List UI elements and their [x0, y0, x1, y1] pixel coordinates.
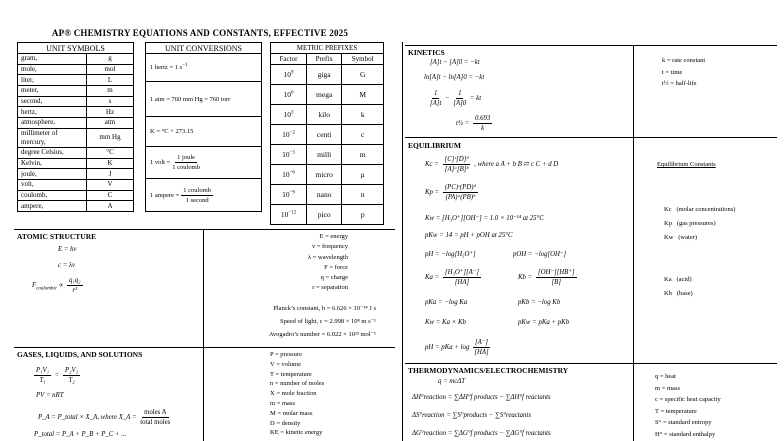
unit-symbol: L — [87, 75, 134, 86]
unit-name: atmosphere, — [18, 118, 87, 129]
prefix-symbol: n — [342, 185, 384, 205]
prefix-name: centi — [306, 125, 341, 145]
unit-conversions-header: UNIT CONVERSIONS — [146, 43, 262, 54]
gases-eq-combined: $\frac{\text{P₁V₁}}{\text{T₁}}$ = $\frac{\text{P₂V₂}}{\text{T₂}}$ — [36, 367, 79, 384]
unit-name: volt, — [18, 179, 87, 190]
atomic-eq-coulomb: $F_{coulombic}$ ∝ $\frac{\text{q₁q₂}}{\text{r²}}$ — [32, 277, 81, 294]
unit-symbol: s — [87, 96, 134, 107]
unit-symbol-row — [18, 54, 134, 65]
equilibrium-poh: pOH = −log[OH⁻] — [513, 251, 567, 258]
unit-name: liter, — [18, 75, 87, 86]
metric-prefixes-table — [270, 42, 384, 225]
divider — [405, 363, 777, 364]
unit-symbols-table — [17, 42, 134, 212]
unit-symbol-row — [18, 179, 134, 190]
metric-prefix-row — [271, 185, 384, 205]
divider — [14, 229, 395, 230]
gases-definitions: P = pressure V = volume T = temperature n = number of moles X = mole fraction m = mass M = molar mass D = density KE = kinetic energy — [270, 351, 325, 437]
gases-eq-ideal: PV = nRT — [36, 392, 64, 399]
equilibrium-constants-header: Equilibrium Constants — [657, 161, 716, 168]
divider — [14, 347, 395, 348]
unit-symbol: m — [87, 86, 134, 97]
thermo-eq-enthalpy: ΔH°reaction = ∑ΔH°f products − ∑ΔH°f reactants — [412, 394, 551, 401]
unit-name: coulomb, — [18, 190, 87, 201]
prefix-factor: $10^6$ — [271, 85, 307, 105]
conv-kelvin: K = °C + 273.15 — [146, 117, 262, 147]
metric-prefixes-header: METRIC PREFIXES — [271, 43, 384, 54]
page-title: AP® CHEMISTRY EQUATIONS AND CONSTANTS, EFFECTIVE 2025 — [51, 28, 349, 38]
kinetics-eq-second: $\frac{1}{[A]t}$ − $\frac{1}{[A]0}$ = kt — [430, 90, 482, 107]
divider — [405, 137, 777, 138]
equilibrium-ph: pH = −log[H₃O⁺] — [425, 251, 476, 258]
conv-hertz: 1 hertz = 1 $s^{-1}$ — [146, 54, 262, 82]
unit-name: meter, — [18, 86, 87, 97]
equilibrium-kw-product: Kw = Ka × Kb — [425, 319, 466, 326]
thermo-header: THERMODYNAMICS/ELECTROCHEMISTRY — [408, 366, 569, 375]
gases-eq-dalton: P_A = P_total × X_A, where X_A = $\frac{\text{moles A}}{\text{total moles}}$ — [38, 409, 171, 426]
prefix-symbol: p — [342, 205, 384, 225]
unit-name: gram, — [18, 54, 87, 65]
kinetics-eq-halflife: t½ = $\frac{0.693}{k}$ — [456, 115, 491, 132]
unit-symbol-row — [18, 75, 134, 86]
unit-symbol: mm Hg — [87, 128, 134, 147]
prefix-symbol: M — [342, 85, 384, 105]
atomic-eq-energy: E = hν — [58, 246, 77, 253]
thermo-eq-entropy: ΔS°reaction = ∑S°products − ∑S°reactants — [412, 412, 531, 419]
prefix-name: mega — [306, 85, 341, 105]
equilibrium-kw: Kw = [H₃O⁺][OH⁻] = 1.0 × 10⁻¹⁴ at 25°C — [425, 215, 544, 222]
equilibrium-kc: Kc = $\frac{\text{[C]ᶜ[D]ᵈ}}{\text{[A]ᵃ[B]ᵇ}}$ , where a A + b B ⇄ c C + d D — [425, 156, 559, 173]
prefix-symbol: c — [342, 125, 384, 145]
metric-prefix-row — [271, 165, 384, 185]
kinetics-eq-zero: [A]t − [A]0 = −kt — [430, 59, 480, 66]
thermo-definitions: q = heat m = mass c = specific heat capacity T = temperature S° = standard entropy H° = standard enthalpy — [655, 373, 721, 438]
col-symbol: Symbol — [342, 54, 384, 65]
conv-volt: 1 volt = $\frac{\text{1 joule}}{\text{1 coulomb}}$ — [146, 147, 262, 179]
unit-symbol: J — [87, 169, 134, 180]
unit-symbol: K — [87, 158, 134, 169]
unit-name: mole, — [18, 64, 87, 75]
thermo-eq-gibbs: ΔG°reaction = ∑ΔG°f products − ∑ΔG°f reactants — [412, 430, 551, 437]
equilibrium-kp: Kp = $\frac{\text{(PC)ᶜ(PD)ᵈ}}{\text{(PA)ᵃ(PB)ᵇ}}$ — [425, 184, 476, 201]
kinetics-definitions: k = rate constant t = time t½ = half-life — [662, 57, 706, 87]
prefix-factor: $10^3$ — [271, 105, 307, 125]
gases-eq-total: P_total = P_A + P_B + P_C + ... — [34, 431, 127, 438]
equilibrium-constants-list: Kc (molar concentrations) Kp (gas pressures) Kw (water) Ka (acid) Kb (base) — [664, 206, 736, 297]
metric-prefix-row — [271, 205, 384, 225]
unit-symbol: V — [87, 179, 134, 190]
equilibrium-pkb: pKb = −log Kb — [518, 299, 561, 306]
equilibrium-henderson: pH = pKa + log $\frac{[A^-]}{[HA]}$ — [425, 339, 489, 356]
col-factor: Factor — [271, 54, 307, 65]
metric-prefix-row — [271, 105, 384, 125]
divider — [203, 229, 204, 441]
conv-atm: 1 atm = 760 mm Hg = 760 torr — [146, 82, 262, 117]
metric-prefix-row — [271, 125, 384, 145]
prefix-factor: $10^{-12}$ — [271, 205, 307, 225]
unit-symbol: °C — [87, 147, 134, 158]
prefix-name: micro — [306, 165, 341, 185]
divider — [633, 45, 634, 441]
equilibrium-pka: pKa = −log Ka — [425, 299, 468, 306]
atomic-eq-light: c = λν — [58, 262, 75, 269]
prefix-factor: $10^{-9}$ — [271, 185, 307, 205]
unit-symbol-row — [18, 190, 134, 201]
prefix-symbol: G — [342, 65, 384, 85]
divider — [405, 45, 777, 46]
prefix-factor: $10^{-6}$ — [271, 165, 307, 185]
unit-symbol-row — [18, 128, 134, 147]
unit-name: millimeter of mercury, — [18, 128, 87, 147]
unit-name: degree Celsius, — [18, 147, 87, 158]
equilibrium-header: EQUILIBRIUM — [408, 141, 461, 150]
metric-prefix-row — [271, 65, 384, 85]
prefix-name: kilo — [306, 105, 341, 125]
unit-name: Kelvin, — [18, 158, 87, 169]
unit-symbol: g — [87, 54, 134, 65]
prefix-symbol: k — [342, 105, 384, 125]
atomic-definitions: E = energy ν = frequency λ = wavelength F = force q = charge r = separation — [307, 233, 348, 292]
metric-prefix-row — [271, 145, 384, 165]
unit-symbol: Hz — [87, 107, 134, 118]
unit-symbol: mol — [87, 64, 134, 75]
unit-symbols-header: UNIT SYMBOLS — [18, 43, 134, 54]
unit-symbol: A — [87, 201, 134, 212]
kinetics-header: KINETICS — [408, 48, 445, 57]
equilibrium-pkw-sum: pKw = pKa + pKb — [518, 319, 570, 326]
prefix-name: nano — [306, 185, 341, 205]
unit-symbol: C — [87, 190, 134, 201]
unit-symbol-row — [18, 118, 134, 129]
atomic-header: ATOMIC STRUCTURE — [17, 232, 97, 241]
unit-symbol-row — [18, 147, 134, 158]
unit-name: hertz, — [18, 107, 87, 118]
atomic-constants: Planck’s constant, h = 6.626 × 10⁻³⁴ J s Speed of light, c = 2.998 × 10⁸ m s⁻¹ Avogadro’s number = 6.022 × 10²³ mol⁻¹ — [268, 305, 376, 338]
unit-symbol-row — [18, 107, 134, 118]
equilibrium-pkw: pKw = 14 = pH + pOH at 25°C — [425, 232, 513, 239]
prefix-name: pico — [306, 205, 341, 225]
divider — [402, 42, 403, 441]
kinetics-eq-first: ln[A]t − ln[A]0 = −kt — [424, 74, 485, 81]
unit-name: second, — [18, 96, 87, 107]
unit-symbol-row — [18, 201, 134, 212]
prefix-factor: $10^{-2}$ — [271, 125, 307, 145]
unit-symbol-row — [18, 169, 134, 180]
unit-conversions-table — [145, 42, 262, 212]
unit-symbol-row — [18, 158, 134, 169]
unit-symbol-row — [18, 86, 134, 97]
gases-header: GASES, LIQUIDS, AND SOLUTIONS — [17, 350, 143, 359]
unit-symbol-row — [18, 64, 134, 75]
conv-ampere: 1 ampere = $\frac{\text{1 coulomb}}{\text{1 second}}$ — [146, 179, 262, 212]
unit-name: ampere, — [18, 201, 87, 212]
prefix-factor: $10^9$ — [271, 65, 307, 85]
equilibrium-kb: Kb = $\frac{[OH^-][HB^+]}{[B]}$ — [518, 269, 575, 286]
metric-prefix-row — [271, 85, 384, 105]
prefix-name: milli — [306, 145, 341, 165]
unit-name: joule, — [18, 169, 87, 180]
thermo-eq-heat: q = mcΔT — [438, 378, 466, 385]
unit-symbol-row — [18, 96, 134, 107]
prefix-name: giga — [306, 65, 341, 85]
unit-symbol: atm — [87, 118, 134, 129]
equilibrium-ka: Ka = $\frac{\text{[H₃O⁺][A⁻]}}{[HA]}$ — [425, 269, 480, 286]
prefix-factor: $10^{-3}$ — [271, 145, 307, 165]
prefix-symbol: μ — [342, 165, 384, 185]
prefix-symbol: m — [342, 145, 384, 165]
col-prefix: Prefix — [306, 54, 341, 65]
